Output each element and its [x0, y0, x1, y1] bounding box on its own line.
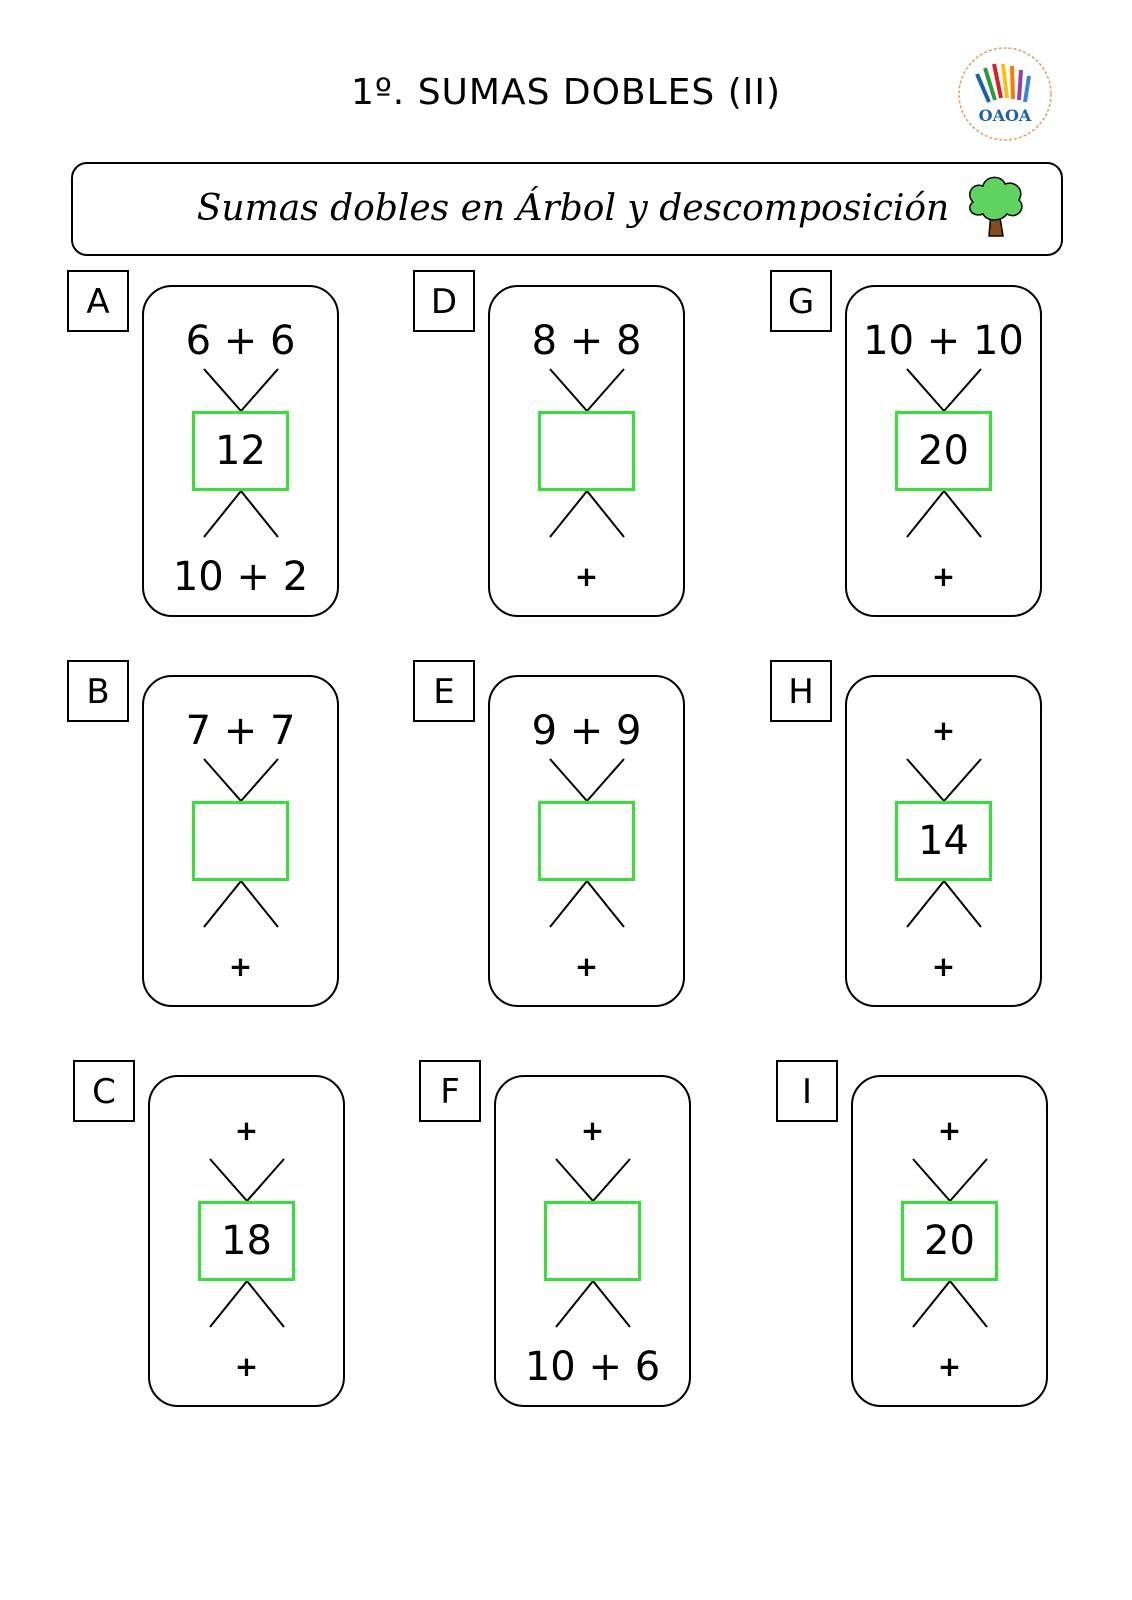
bottom-decomposition[interactable]: +	[931, 560, 956, 593]
bottom-decomposition[interactable]: 10 + 2	[172, 554, 309, 600]
top-addition[interactable]: +	[234, 1114, 259, 1147]
exercise-letter: F	[419, 1060, 481, 1122]
top-addition[interactable]: 10 + 10	[863, 318, 1024, 364]
result-box[interactable]: 20	[895, 411, 992, 491]
logo-text: OAOA	[978, 106, 1032, 125]
exercise-a	[67, 270, 367, 630]
result-box[interactable]: 12	[192, 411, 289, 491]
bottom-decomposition[interactable]: +	[228, 950, 253, 983]
subtitle-banner	[71, 162, 1063, 256]
exercise-letter: E	[413, 660, 475, 722]
exercise-g	[770, 270, 1070, 630]
top-addition[interactable]: 9 + 9	[531, 708, 642, 754]
exercise-c	[73, 1060, 373, 1420]
bottom-decomposition[interactable]: +	[234, 1350, 259, 1383]
exercise-card	[142, 675, 339, 1007]
exercise-letter: I	[776, 1060, 838, 1122]
result-box[interactable]: 18	[198, 1201, 295, 1281]
exercise-card	[488, 675, 685, 1007]
top-addition[interactable]: +	[937, 1114, 962, 1147]
exercise-letter: C	[73, 1060, 135, 1122]
exercise-i	[776, 1060, 1076, 1420]
subtitle-text: Sumas dobles en Árbol y descomposición	[196, 188, 950, 229]
exercise-h	[770, 660, 1070, 1020]
exercise-f	[419, 1060, 719, 1420]
exercise-letter: B	[67, 660, 129, 722]
top-addition[interactable]: +	[931, 714, 956, 747]
bottom-decomposition[interactable]: +	[574, 560, 599, 593]
top-addition[interactable]: 6 + 6	[185, 318, 296, 364]
exercise-b	[67, 660, 367, 1020]
bottom-decomposition[interactable]: +	[931, 950, 956, 983]
result-box[interactable]	[538, 411, 635, 491]
exercise-letter: D	[413, 270, 475, 332]
exercise-card	[148, 1075, 345, 1407]
oaoa-logo-icon	[955, 44, 1055, 144]
exercise-e	[413, 660, 713, 1020]
exercise-letter: H	[770, 660, 832, 722]
exercise-d	[413, 270, 713, 630]
result-box[interactable]: 14	[895, 801, 992, 881]
exercise-letter: G	[770, 270, 832, 332]
exercise-card	[851, 1075, 1048, 1407]
bottom-decomposition[interactable]: 10 + 6	[524, 1344, 661, 1390]
result-box[interactable]	[538, 801, 635, 881]
top-addition[interactable]: 7 + 7	[185, 708, 296, 754]
result-box[interactable]	[544, 1201, 641, 1281]
result-box[interactable]	[192, 801, 289, 881]
exercise-card	[494, 1075, 691, 1407]
tree-icon	[961, 172, 1031, 244]
exercise-card	[142, 285, 339, 617]
top-addition[interactable]: 8 + 8	[531, 318, 642, 364]
bottom-decomposition[interactable]: +	[937, 1350, 962, 1383]
exercise-card	[845, 675, 1042, 1007]
page-title: 1º. SUMAS DOBLES (II)	[350, 72, 782, 113]
exercise-card	[845, 285, 1042, 617]
exercise-card	[488, 285, 685, 617]
top-addition[interactable]: +	[580, 1114, 605, 1147]
result-box[interactable]: 20	[901, 1201, 998, 1281]
bottom-decomposition[interactable]: +	[574, 950, 599, 983]
exercise-letter: A	[67, 270, 129, 332]
